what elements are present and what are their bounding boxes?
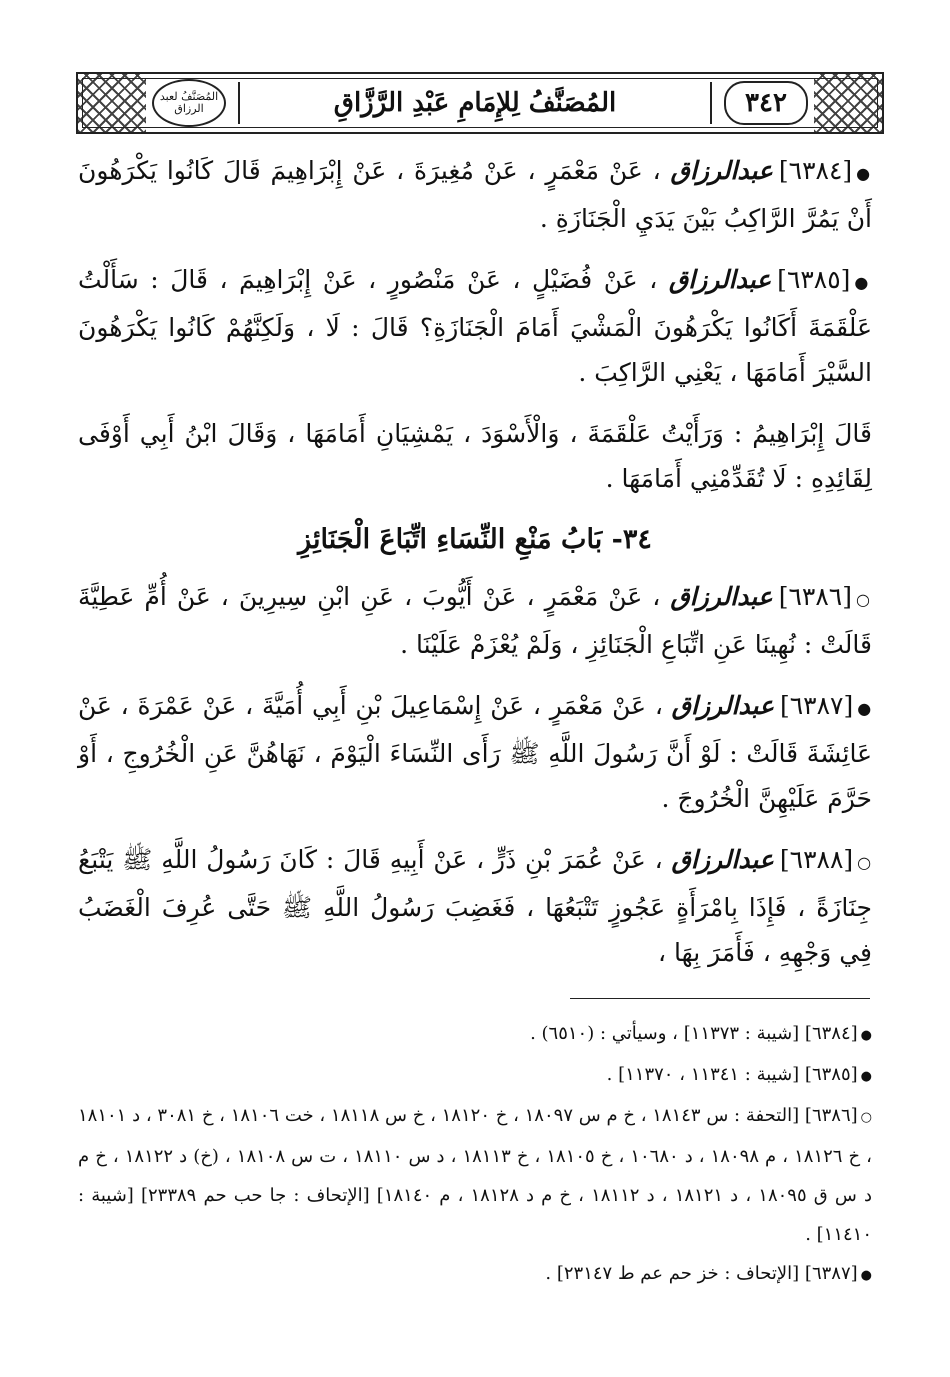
book-title: المُصَنَّفُ لِلإِمَامِ عَبْدِ الرَّزَّاقِ [333, 88, 617, 118]
bullet-marker: ● [860, 1028, 872, 1043]
author-name: عبدالرزاق [668, 265, 772, 294]
ornament-right [814, 74, 882, 132]
ibrahim-comment [78, 411, 872, 501]
footnote-6387 [78, 1254, 872, 1295]
hadith-text: ، عَنْ عُمَرَ بْنِ ذَرٍّ ، عَنْ أَبِيهِ قَالَ : كَانَ رَسُولُ اللَّهِ ﷺ يَتْبَعُ جِنَازَةً ، فَإِذَا بِامْرَأَةٍ عَجُوزٍ تَتْبَعُهَا ، فَغَضِبَ رَسُولُ اللَّهِ ﷺ حَتَّى عُرِفَ الْغَضَبُ فِي وَجْهِهِ ، فَأَمَرَ بِهَا ، [78, 845, 872, 967]
author-name: عبدالرزاق [671, 691, 774, 720]
bullet-marker: ● [854, 273, 872, 292]
hadith-6387 [78, 683, 872, 821]
hadith-number: [٦٣٨٦] [778, 582, 852, 611]
hadith-number: [٦٣٨٧] [779, 691, 854, 720]
page-header [76, 72, 884, 134]
hadith-6388 [78, 837, 872, 975]
page-number: ٣٤٢ [745, 88, 787, 118]
footnote-text: [٦٣٨٦] [التحفة : س ١٨١٤٣ ، خ م س ١٨٠٩٧ ، خ ١٨١٢٠ ، خ س ١٨١١٨ ، خت ١٨١٠٦ ، خ ٣٠٨١ ، د ١٨١٠١ ، خ ١٨١٢٦ ، م ١٨٠٩٨ ، د ١٠٦٨٠ ، خ ١٨١٠٥ ، خ ١٨١١٣ ، د س ١٨١١٠ ، ت س ١٨١٠٨ ، (خ) د ١٨١٢٢ ، خ م د س ق ١٨٠٩٥ ، د ١٨١٢١ ، د ١٨١١٢ ، خ م د ١٨١٢٨ ، م ١٨١٤٠] [الإتحاف : جا حب حم ٢٣٣٨٩] [شيبة : ١١٤١٠] . [78, 1105, 872, 1245]
bullet-marker: ● [860, 1268, 872, 1283]
hadith-text: ، عَنْ مَعْمَرٍ ، عَنْ مُغِيرَةَ ، عَنْ إِبْرَاهِيمَ قَالَ كَانُوا يَكْرَهُونَ أَنْ يَمُرَّ الرَّاكِبُ بَيْنَ يَدَيِ الْجَنَازَةِ . [78, 156, 872, 233]
circle-marker: ○ [860, 1110, 873, 1125]
footnote-6384 [78, 1014, 872, 1055]
hadith-text: ، عَنْ مَعْمَرٍ ، عَنْ إِسْمَاعِيلَ بْنِ أَبِي أُمَيَّةَ ، عَنْ عَمْرَةَ ، عَنْ عَائِشَةَ قَالَتْ : لَوْ أَنَّ رَسُولَ اللَّهِ ﷺ رَأَى النِّسَاءَ الْيَوْمَ ، نَهَاهُنَّ عَنِ الْخُرُوجِ ، أَوْ حَرَّمَ عَلَيْهِنَّ الْخُرُوجَ . [78, 691, 872, 813]
hadith-number: [٦٣٨٤] [778, 156, 853, 185]
author-name: عبدالرزاق [670, 156, 773, 185]
hadith-number: [٦٣٨٨] [779, 845, 854, 874]
main-text [78, 148, 872, 991]
bullet-marker: ● [860, 1069, 872, 1084]
hadith-6386 [78, 574, 872, 667]
emblem-text: المُصَنَّفُ لعبد الرزاق [159, 90, 219, 115]
hadith-text: ، عَنْ مَعْمَرٍ ، عَنْ أَيُّوبَ ، عَنِ ابْنِ سِيرِينَ ، عَنْ أُمِّ عَطِيَّةَ قَالَتْ : نُهِينَا عَنِ اتِّبَاعِ الْجَنَائِزِ ، وَلَمْ يُعْزَمْ عَلَيْنَا . [78, 582, 872, 659]
comment-text: قَالَ إِبْرَاهِيمُ : وَرَأَيْتُ عَلْقَمَةَ ، وَالْأَسْوَدَ ، يَمْشِيَانِ أَمَامَهَا ، وَقَالَ ابْنُ أَبِي أَوْفَى لِقَائِدِهِ : لَا تُقَدِّمْنِي أَمَامَهَا . [78, 419, 872, 493]
footnote-text: [٦٣٨٧] [الإتحاف : خز حم عم ط ٢٣١٤٧] . [545, 1263, 858, 1284]
footnote-text: [٦٣٨٤] [شيبة : ١١٣٧٣] ، وسيأتي : (٦٥١٠) . [530, 1023, 858, 1044]
chapter-heading: ٣٤- بَابُ مَنْعِ النِّسَاءِ اتِّبَاعَ الْجَنَائِزِ [298, 524, 652, 555]
footnote-divider [570, 998, 870, 999]
footnote-6385 [78, 1055, 872, 1096]
hadith-text: ، عَنْ فُضَيْلٍ ، عَنْ مَنْصُورٍ ، عَنْ إِبْرَاهِيمَ ، قَالَ : سَأَلْتُ عَلْقَمَةَ أَكَانُوا يَكْرَهُونَ الْمَشْيَ أَمَامَ الْجَنَازَةِ؟ قَالَ : لَا ، وَلَكِنَّهُمْ كَانُوا يَكْرَهُونَ السَّيْرَ أَمَامَهَا ، يَعْنِي الرَّاكِبَ . [78, 265, 872, 387]
page-title [238, 82, 712, 124]
hadith-6385 [78, 257, 872, 395]
author-name: عبدالرزاق [670, 582, 773, 611]
ornament-left [78, 74, 146, 132]
hadith-number: [٦٣٨٥] [777, 265, 851, 294]
book-emblem [152, 79, 226, 127]
hadith-6384 [78, 148, 872, 241]
page-number-badge [724, 81, 808, 125]
bullet-marker: ● [856, 164, 872, 183]
bullet-marker: ● [857, 699, 872, 718]
author-name: عبدالرزاق [671, 845, 774, 874]
circle-marker: ○ [855, 590, 872, 609]
footnote-text: [٦٣٨٥] [شيبة : ١١٣٤١ ، ١١٣٧٠] . [606, 1064, 858, 1085]
circle-marker: ○ [857, 853, 872, 872]
footnotes [78, 1014, 872, 1295]
footnote-6386 [78, 1096, 872, 1254]
